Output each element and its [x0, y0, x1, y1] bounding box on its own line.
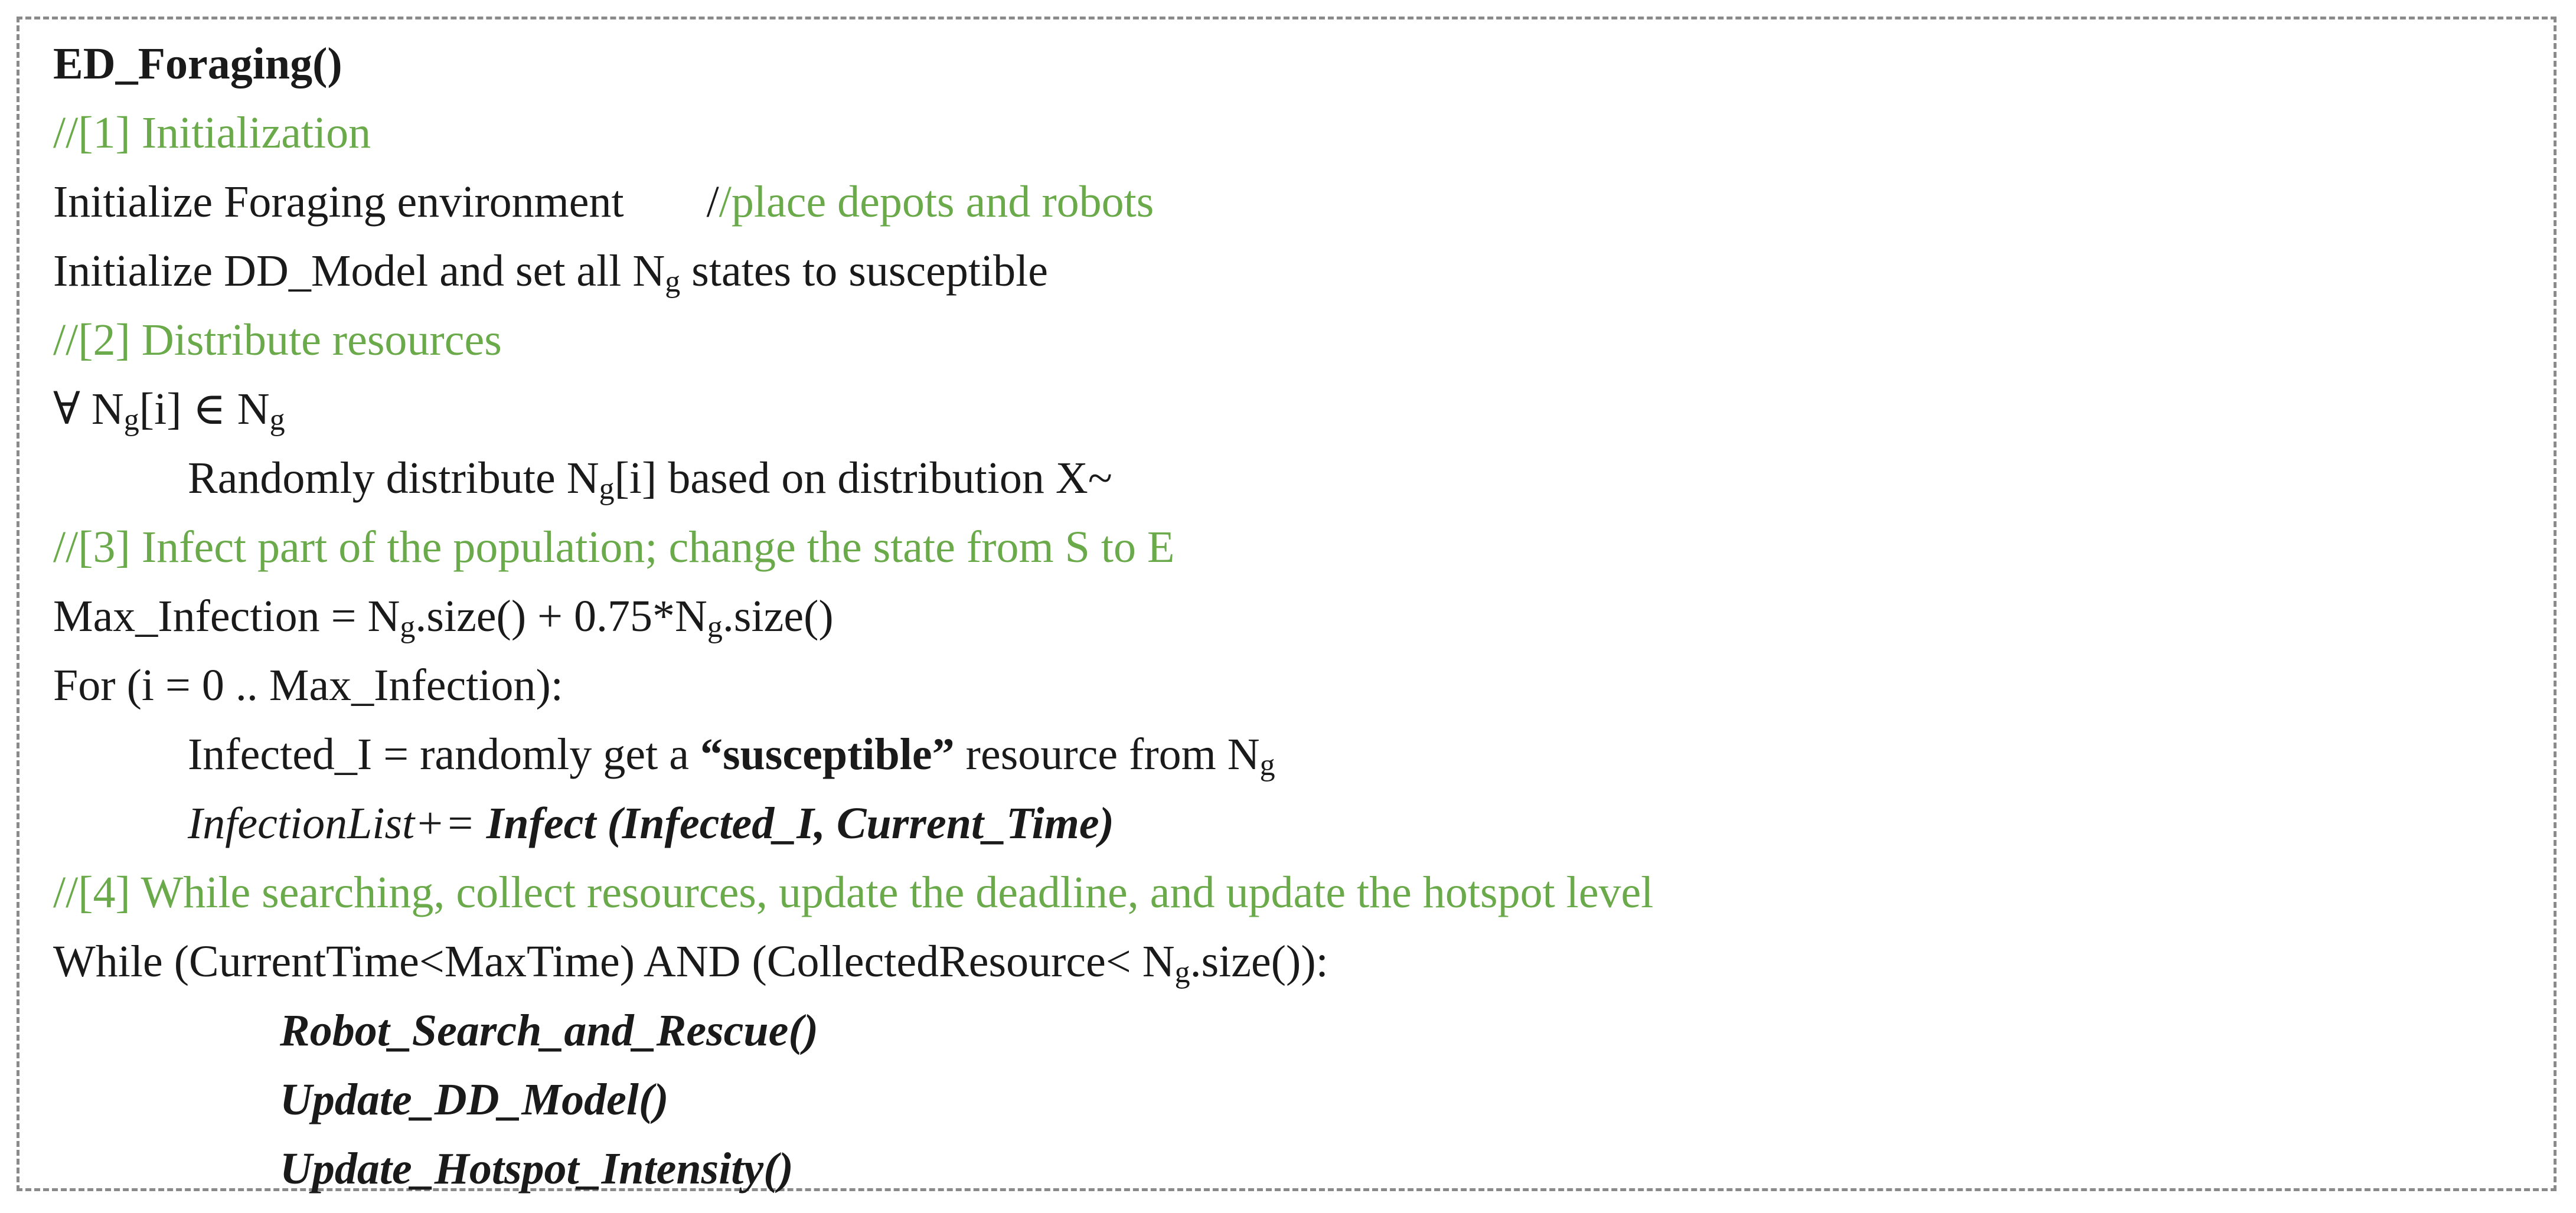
infection-list-text: InfectionList+=	[188, 799, 475, 848]
subscript-g: g	[269, 403, 285, 437]
infect-call: Infect (Infected_I, Current_Time)	[475, 799, 1114, 848]
line-infected-assignment	[53, 720, 2533, 789]
infected-text-end: resource from N	[954, 730, 1260, 779]
max-infection-text-mid: .size() + 0.75*N	[415, 591, 707, 641]
line-randomly-distribute	[53, 444, 2533, 513]
algorithm-title: ED_Foraging()	[53, 39, 342, 89]
init-environment-text: Initialize Foraging environment	[53, 177, 624, 227]
while-text-end: .size()):	[1190, 937, 1328, 986]
subscript-g: g	[400, 610, 416, 644]
forall-text-mid: [i] ∈ N	[139, 384, 270, 434]
call-update-hotspot-intensity: Update_Hotspot_Intensity()	[280, 1144, 794, 1194]
distribute-text: Randomly distribute N	[188, 453, 599, 503]
distribute-text-end: [i] based on distribution X~	[614, 453, 1112, 503]
subscript-g: g	[1174, 956, 1190, 989]
comment-distribute-resources: //[2] Distribute resources	[53, 315, 502, 365]
init-model-text-end: states to susceptible	[680, 246, 1048, 296]
max-infection-text: Max_Infection = N	[53, 591, 400, 641]
while-text: While (CurrentTime<MaxTime) AND (CollectedResource< N	[53, 937, 1175, 986]
susceptible-keyword: “susceptible”	[700, 730, 955, 779]
subscript-g: g	[1259, 748, 1275, 782]
line-infection-list	[53, 789, 2533, 858]
call-robot-search-and-rescue: Robot_Search_and_Rescue()	[280, 1006, 818, 1055]
subscript-g: g	[123, 403, 139, 437]
line-for-loop: For (i = 0 .. Max_Infection):	[53, 661, 563, 710]
subscript-g: g	[599, 472, 615, 506]
line-init-model	[53, 237, 2533, 306]
line-init-environment	[53, 168, 2533, 237]
comment-initialization: //[1] Initialization	[53, 108, 371, 158]
subscript-g: g	[665, 265, 681, 299]
forall-text: ∀ N	[53, 384, 124, 434]
inline-comment-place-depots: /place depots and robots	[719, 177, 1154, 227]
call-update-dd-model: Update_DD_Model()	[280, 1075, 669, 1124]
subscript-g: g	[707, 610, 723, 644]
infected-text: Infected_I = randomly get a	[188, 730, 700, 779]
algorithm-listing	[53, 30, 2533, 1204]
max-infection-text-end: .size()	[722, 591, 834, 641]
line-while-loop	[53, 927, 2533, 996]
comment-infect-population: //[3] Infect part of the population; change the state from S to E	[53, 522, 1175, 572]
inline-comment-slash: /	[706, 177, 719, 227]
init-model-text: Initialize DD_Model and set all N	[53, 246, 665, 296]
line-max-infection	[53, 582, 2533, 651]
comment-while-searching: //[4] While searching, collect resources, update the deadline, and update the hotspot level	[53, 868, 1654, 917]
line-forall	[53, 375, 2533, 444]
